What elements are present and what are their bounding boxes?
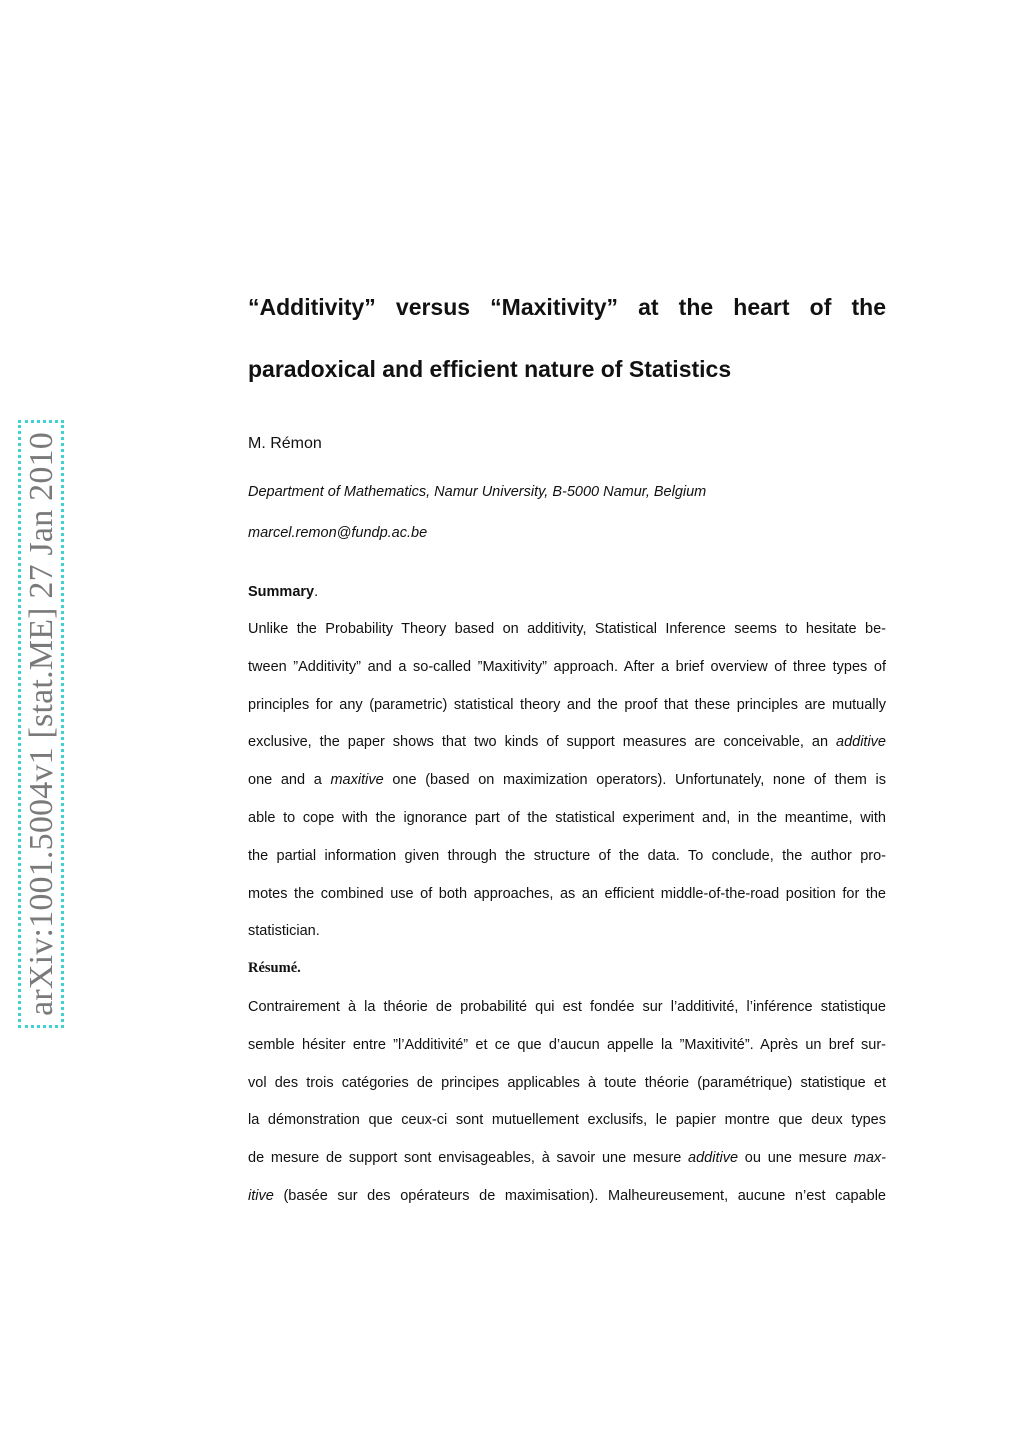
resume-paragraph	[248, 989, 886, 1216]
summary-emphasis-maxitive: maxitive	[330, 772, 384, 789]
author-name: M. Rémon	[248, 435, 322, 452]
summary-line: motes the combined use of both approaches, as an efficient middle-of-the-road position for the	[248, 885, 886, 902]
resume-emphasis-itive: itive	[248, 1187, 274, 1204]
title-line-2: paradoxical and efficient nature of Statistics	[248, 356, 732, 382]
summary-heading	[248, 582, 318, 602]
summary-line: Unlike the Probability Theory based on additivity, Statistical Inference seems to hesitate be-	[248, 621, 886, 637]
summary-line: tween ”Additivity” and a so-called ”Maxitivity” approach. After a brief overview of three types of	[248, 658, 886, 675]
resume-line: la démonstration que ceux-ci sont mutuellement exclusifs, le papier montre que deux types	[248, 1112, 886, 1129]
summary-emphasis-additive: additive	[836, 734, 886, 751]
resume-line: semble hésiter entre ”l’Additivité” et ce que d’aucun appelle la ”Maxitivité”. Après un bref sur-	[248, 1036, 886, 1053]
author-affiliation: Department of Mathematics, Namur University, B-5000 Namur, Belgium	[248, 484, 707, 500]
resume-heading: Résumé.	[248, 960, 301, 976]
summary-line: statistician.	[248, 923, 320, 940]
summary-paragraph	[248, 611, 886, 951]
summary-line: the partial information given through the structure of the data. To conclude, the author pro-	[248, 847, 886, 864]
resume-emphasis-max: max-	[853, 1150, 886, 1167]
summary-line	[248, 724, 886, 762]
summary-heading-period: .	[314, 584, 319, 600]
summary-line-text: one and a	[248, 772, 331, 789]
resume-emphasis-additive: additive	[688, 1150, 739, 1167]
resume-line: vol des trois catégories de principes applicables à toute théorie (paramétrique) statistique et	[248, 1074, 886, 1091]
resume-line-text: ou une mesure	[738, 1150, 854, 1167]
resume-line	[248, 1140, 886, 1178]
title-line-1: “Additivity” versus “Maxitivity” at the heart of the	[248, 294, 886, 320]
arxiv-stamp-text: arXiv:1001.5004v1 [stat.ME] 27 Jan 2010	[23, 432, 60, 1016]
summary-line-text: one (based on maximization operators). Unfortunately, none of them is	[383, 772, 886, 789]
resume-line: Contrairement à la théorie de probabilité qui est fondée sur l’additivité, l’inférence statistique	[248, 999, 886, 1015]
summary-line: able to cope with the ignorance part of the statistical experiment and, in the meantime, with	[248, 809, 886, 826]
resume-line-text: (basée sur des opérateurs de maximisation). Malheureusement, aucune n’est capable	[283, 1187, 886, 1204]
summary-heading-text: Summary	[248, 584, 315, 600]
resume-line-text: de mesure de support sont envisageables, à savoir une mesure	[248, 1150, 689, 1167]
resume-line-space	[274, 1188, 284, 1204]
summary-line: principles for any (parametric) statistical theory and the proof that these principles are mutually	[248, 696, 886, 713]
summary-line-text: exclusive, the paper shows that two kinds of support measures are conceivable, an	[248, 734, 837, 751]
author-email: marcel.remon@fundp.ac.be	[248, 525, 428, 541]
paper-title	[248, 276, 886, 400]
summary-line	[248, 762, 886, 800]
resume-line	[248, 1178, 886, 1216]
